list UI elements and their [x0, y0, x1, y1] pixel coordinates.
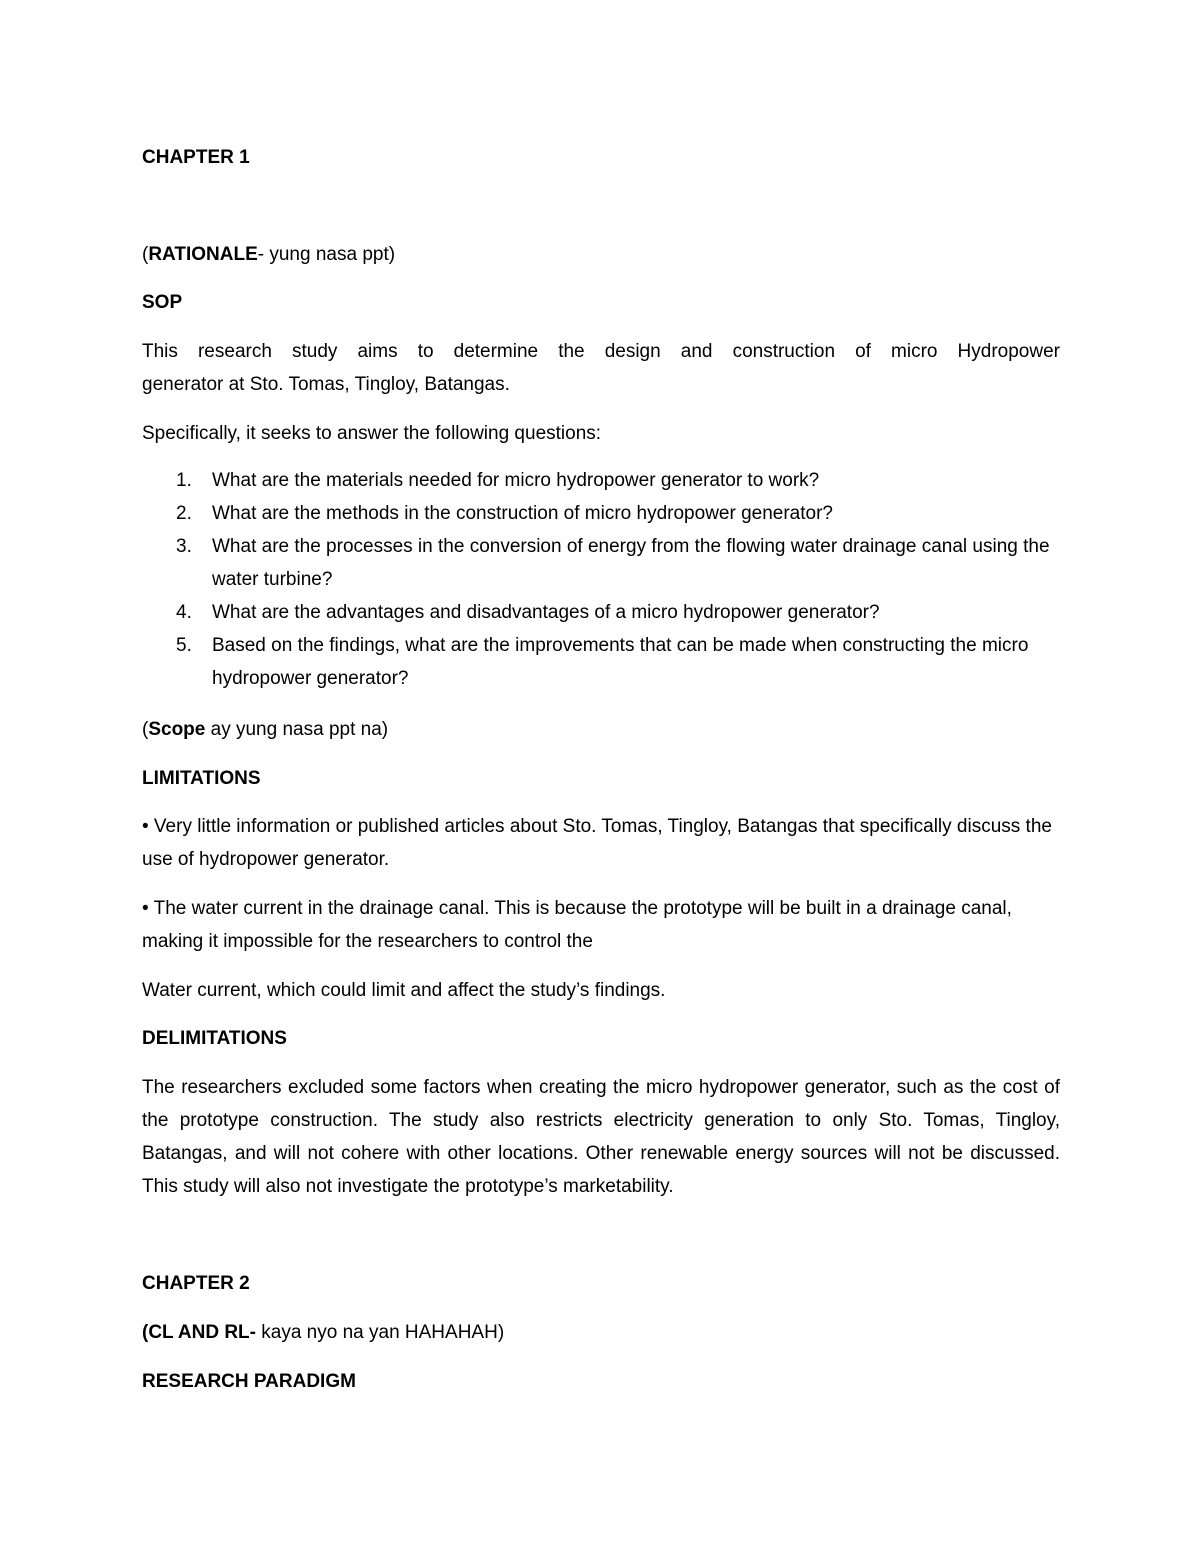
research-paradigm-heading: RESEARCH PARADIGM — [142, 1371, 356, 1392]
scope-text: ay yung nasa ppt na) — [205, 719, 389, 740]
limitation-item-1: • Very little information or published articles about Sto. Tomas, Tingloy, Batangas that specifically discuss the use of hydropower generator. — [142, 816, 1052, 870]
list-item — [142, 497, 1060, 530]
sop-paragraph-line1: This research study aims to determine the design and construction of micro Hydropower — [142, 341, 1060, 362]
clrl-text: kaya nyo na yan HAHAHAH) — [255, 1322, 505, 1343]
question-number: 4. — [176, 602, 192, 623]
question-text: What are the materials needed for micro hydropower generator to work? — [212, 470, 820, 491]
question-text: What are the advantages and disadvantages of a micro hydropower generator? — [212, 602, 880, 623]
delimitations-heading: DELIMITATIONS — [142, 1028, 287, 1049]
list-item — [142, 530, 1060, 596]
questions-list — [142, 464, 1060, 695]
clrl-label: (CL AND RL- — [142, 1322, 256, 1343]
rationale-note — [142, 238, 1060, 271]
question-number: 3. — [176, 536, 192, 557]
question-text: Based on the findings, what are the improvements that can be made when constructing the micro hydropower generator? — [212, 635, 1029, 689]
rationale-text: - yung nasa ppt) — [257, 244, 396, 265]
sop-heading: SOP — [142, 292, 183, 313]
scope-label: Scope — [148, 719, 206, 740]
list-item — [142, 596, 1060, 629]
clrl-note — [142, 1316, 1060, 1349]
question-number: 5. — [176, 635, 192, 656]
chapter2-heading: CHAPTER 2 — [142, 1273, 250, 1294]
limitation-item-2: • The water current in the drainage canal. This is because the prototype will be built in a drainage canal, making it impossible for the researchers to control the — [142, 898, 1012, 952]
list-item — [142, 629, 1060, 695]
scope-note — [142, 713, 1060, 746]
rationale-label: RATIONALE — [148, 244, 258, 265]
specifically-intro: Specifically, it seeks to answer the following questions: — [142, 423, 602, 444]
delimitations-paragraph: The researchers excluded some factors when creating the micro hydropower generator, such as the cost of the prototype construction. The study also restricts electricity generation to only Sto. Tomas, Tingloy, Batangas, and will not cohere with other locations. Other renewable energy sources will not be discussed. This study will also not investigate the prototype’s marketability. — [142, 1077, 1060, 1197]
question-number: 1. — [176, 470, 192, 491]
sop-paragraph — [142, 335, 1060, 401]
sop-paragraph-line2: generator at Sto. Tomas, Tingloy, Batangas. — [142, 374, 510, 395]
question-text: What are the methods in the construction of micro hydropower generator? — [212, 503, 833, 524]
rationale-open: ( — [142, 244, 149, 265]
limitation-item-2-continued: Water current, which could limit and affect the study’s findings. — [142, 980, 666, 1001]
scope-open: ( — [142, 719, 149, 740]
limitations-heading: LIMITATIONS — [142, 768, 261, 789]
question-text: What are the processes in the conversion of energy from the flowing water drainage canal using the water turbine? — [212, 536, 1050, 590]
question-number: 2. — [176, 503, 192, 524]
chapter1-heading: CHAPTER 1 — [142, 147, 250, 168]
list-item — [142, 464, 1060, 497]
